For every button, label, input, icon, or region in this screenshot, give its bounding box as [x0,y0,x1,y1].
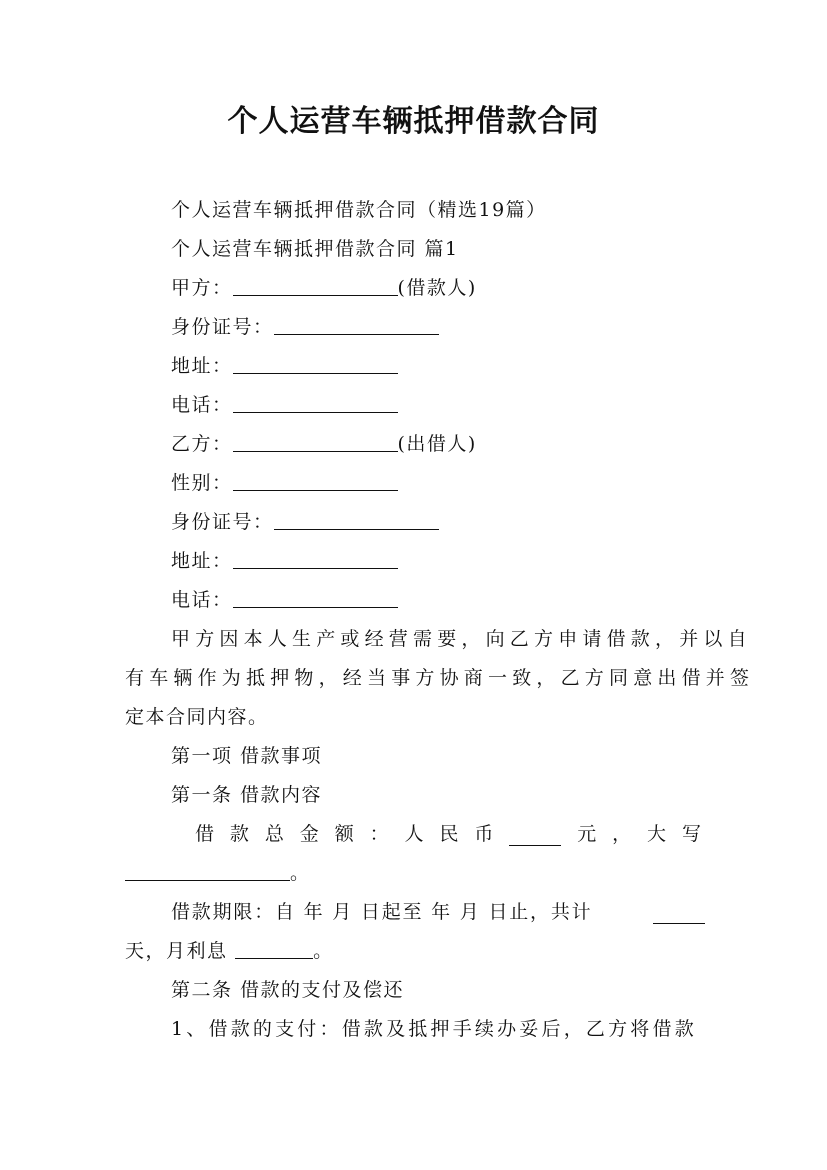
amount-char: 人 [404,823,424,845]
interest-label: 天，月利息 [125,940,228,962]
party-a-phone-line [125,393,751,417]
party-a-id-label: 身份证号： [171,316,274,338]
party-a-name-blank[interactable] [233,277,398,296]
party-b-line [125,432,751,456]
item-1-heading: 第一项 借款事项 [171,745,323,767]
amount-char: 民 [439,823,459,845]
amount-char: 总 [264,823,284,845]
subtitle: 个人运营车辆抵押借款合同（精选19篇） [171,199,547,221]
intro-line-1: 甲方因本人生产或经营需要，向乙方申请借款，并以自 [171,628,752,650]
party-a-id-blank[interactable] [274,316,439,335]
interest-blank[interactable] [235,940,313,959]
party-a-label: 甲方： [171,277,233,299]
party-a-phone-label: 电话： [171,394,233,416]
amount-number-blank[interactable] [509,827,561,846]
amount-char: 款 [229,823,249,845]
intro-line-3: 定本合同内容。 [125,706,269,728]
amount-char: 币 [474,823,494,845]
amount-char: ： [369,823,389,845]
amount-char: 金 [299,823,319,845]
party-b-gender-blank[interactable] [233,472,398,491]
amount-char: 元 [577,823,597,845]
party-b-gender-line [125,471,751,495]
amount-char: 额 [334,823,354,845]
party-a-address-label: 地址： [171,355,233,377]
party-b-address-label: 地址： [171,550,233,572]
party-b-phone-blank[interactable] [233,589,398,608]
party-b-address-line [125,549,751,573]
article-2-heading: 第二条 借款的支付及偿还 [171,979,405,1001]
party-b-phone-label: 电话： [171,589,233,611]
party-b-address-blank[interactable] [233,550,398,569]
party-b-id-label: 身份证号： [171,511,274,533]
term-line-1 [125,900,705,924]
party-b-id-blank[interactable] [274,511,439,530]
payment-line: 1、借款的支付：借款及抵押手续办妥后，乙方将借款 [171,1018,697,1040]
party-a-suffix: (借款人) [397,277,477,299]
term-line-2 [125,939,705,963]
party-a-address-line [125,354,751,378]
party-b-gender-label: 性别： [171,472,233,494]
intro-line-2: 有车辆作为抵押物，经当事方协商一致，乙方同意出借并签 [125,667,755,689]
party-b-id-line [125,510,751,534]
term-text: 借款期限：自 年 月 日起至 年 月 日止，共计 [171,901,593,923]
amount-char: 写 [681,823,701,845]
amount-char: ， [612,823,632,845]
party-b-label: 乙方： [171,433,233,455]
article-1-heading: 第一条 借款内容 [171,784,323,806]
interest-end: 。 [313,940,334,962]
amount-words-blank[interactable] [125,862,290,881]
amount-words-line [125,861,705,885]
party-a-address-blank[interactable] [233,355,398,374]
amount-char: 借 [195,823,215,845]
amount-end: 。 [290,862,311,884]
party-b-suffix: (出借人) [397,433,477,455]
party-a-phone-blank[interactable] [233,394,398,413]
page-title: 个人运营车辆抵押借款合同 [227,104,600,139]
party-b-name-blank[interactable] [233,433,398,452]
party-b-phone-line [125,588,751,612]
amount-char: 大 [647,823,667,845]
party-a-line [125,276,751,300]
amount-line [195,822,701,846]
term-days-blank[interactable] [653,905,705,924]
party-a-id-line [125,315,751,339]
section-heading: 个人运营车辆抵押借款合同 篇1 [171,238,459,260]
